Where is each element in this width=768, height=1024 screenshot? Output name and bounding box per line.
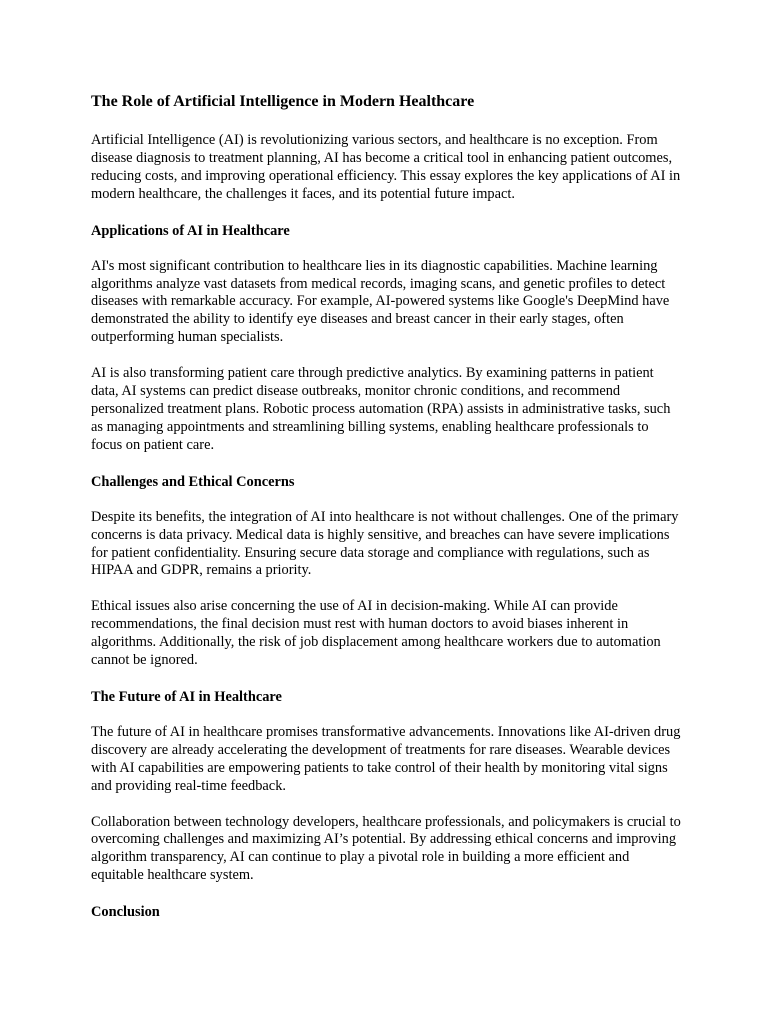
challenges-paragraph-1: Despite its benefits, the integration of AI into healthcare is not without challenges. One of the primary concerns is data privacy. Medical data is highly sensitive, and breaches can have severe implications for patient confidentiality. Ensuring secure data storage and compliance with regulations, such as HIPAA and GDPR, remains a priority. xyxy=(91,508,679,579)
section-heading-conclusion: Conclusion xyxy=(91,904,160,921)
future-paragraph-2: Collaboration between technology developers, healthcare professionals, and policymakers is crucial to overcoming challenges and maximizing AI’s potential. By addressing ethical concerns and improving algorithm transparency, AI can continue to play a pivotal role in building a more efficient and equitable healthcare system. xyxy=(91,813,681,884)
challenges-paragraph-2: Ethical issues also arise concerning the use of AI in decision-making. While AI can provide recommendations, the final decision must rest with human doctors to avoid biases inherent in algorithms. Additionally, the risk of job displacement among healthcare workers due to automation cannot be ignored. xyxy=(91,598,661,669)
applications-paragraph-2: AI is also transforming patient care through predictive analytics. By examining patterns in patient data, AI systems can predict disease outbreaks, monitor chronic conditions, and recommend personalized treatment plans. Robotic process automation (RPA) assists in administrative tasks, such as managing appointments and streamlining billing systems, enabling healthcare professionals to focus on patient care. xyxy=(91,365,671,453)
section-heading-challenges: Challenges and Ethical Concerns xyxy=(91,473,295,490)
document-page xyxy=(91,92,681,939)
section-heading-applications: Applications of AI in Healthcare xyxy=(91,222,290,239)
section-heading-future: The Future of AI in Healthcare xyxy=(91,688,282,705)
document-title: The Role of Artificial Intelligence in Modern Healthcare xyxy=(91,93,475,110)
future-paragraph-1: The future of AI in healthcare promises transformative advancements. Innovations like AI-driven drug discovery are already accelerating the development of treatments for rare diseases. Wearable devices with AI capabilities are empowering patients to take control of their health by monitoring vital signs and providing real-time feedback. xyxy=(91,723,681,794)
intro-paragraph: Artificial Intelligence (AI) is revolutionizing various sectors, and healthcare is no exception. From disease diagnosis to treatment planning, AI has become a critical tool in enhancing patient outcomes, reducing costs, and improving operational efficiency. This essay explores the key applications of AI in modern healthcare, the challenges it faces, and its potential future impact. xyxy=(91,132,681,202)
applications-paragraph-1: AI's most significant contribution to healthcare lies in its diagnostic capabilities. Machine learning algorithms analyze vast datasets from medical records, imaging scans, and genetic profiles to detect diseases with remarkable accuracy. For example, AI-powered systems like Google's DeepMind have demonstrated the ability to identify eye diseases and breast cancer in their early stages, often outperforming human specialists. xyxy=(91,257,670,346)
